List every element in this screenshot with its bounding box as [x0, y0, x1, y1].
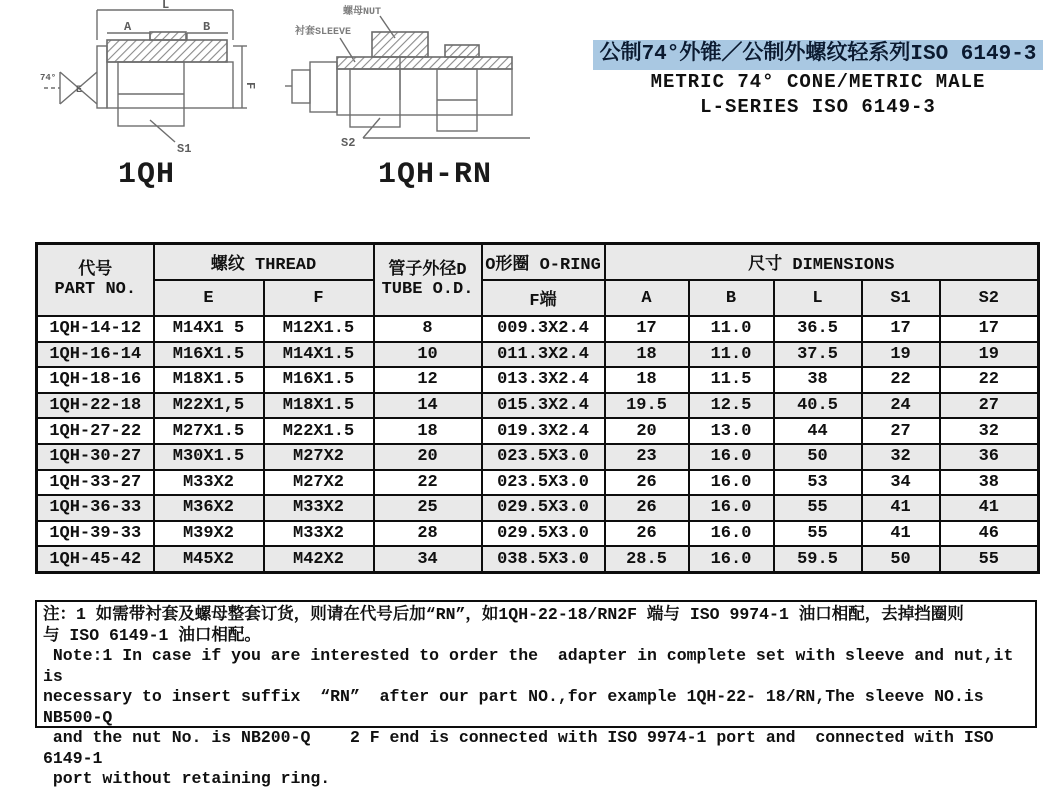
col-header-tube-en: TUBE O.D. [381, 280, 474, 299]
cell-tube-od: 22 [374, 470, 482, 496]
angle-label-74: 74° [40, 73, 57, 83]
cell-tube-od: 14 [374, 393, 482, 419]
cell-s2: 38 [940, 470, 1039, 496]
cell-s1: 34 [862, 470, 940, 496]
page-title-english-1: METRIC 74° CONE/METRIC MALE [650, 71, 986, 93]
col-header-part-no [37, 244, 154, 317]
cell-b: 16.0 [689, 546, 774, 572]
cell-oring: 029.5X3.0 [482, 495, 605, 521]
cell-tube-od: 18 [374, 418, 482, 444]
cell-l: 44 [774, 418, 862, 444]
cell-l: 59.5 [774, 546, 862, 572]
dim-label-F: F [243, 82, 257, 90]
cell-thread-e: M27X1.5 [154, 418, 264, 444]
cell-b: 12.5 [689, 393, 774, 419]
col-header-s2: S2 [940, 280, 1039, 316]
table-row [37, 470, 1039, 496]
cell-tube-od: 25 [374, 495, 482, 521]
notes-box [35, 600, 1037, 788]
col-header-b: B [689, 280, 774, 316]
cell-part-no: 1QH-33-27 [37, 470, 154, 496]
cell-s2: 55 [940, 546, 1039, 572]
cell-l: 38 [774, 367, 862, 393]
cell-a: 20 [605, 418, 689, 444]
cell-s1: 22 [862, 367, 940, 393]
cell-l: 55 [774, 495, 862, 521]
page-title-chinese: 公制74°外锥／公制外螺纹轻系列ISO 6149-3 [593, 40, 1043, 70]
cell-a: 17 [605, 316, 689, 342]
figure-1qh-drawing [40, 0, 290, 155]
cell-part-no: 1QH-14-12 [37, 316, 154, 342]
cell-s2: 27 [940, 393, 1039, 419]
cell-s2: 22 [940, 367, 1039, 393]
col-header-e: E [154, 280, 264, 316]
cell-part-no: 1QH-27-22 [37, 418, 154, 444]
cell-thread-e: M33X2 [154, 470, 264, 496]
cell-s1: 41 [862, 495, 940, 521]
cell-a: 23 [605, 444, 689, 470]
figure-1qh-rn-drawing [285, 0, 540, 155]
cell-tube-od: 10 [374, 342, 482, 368]
dim-label-L: L [162, 0, 170, 12]
dim-label-S2: S2 [341, 136, 356, 150]
cell-s1: 41 [862, 521, 940, 547]
note-line-en-4: port without retaining ring. [43, 769, 331, 788]
cell-s2: 19 [940, 342, 1039, 368]
table-row [37, 367, 1039, 393]
cell-l: 53 [774, 470, 862, 496]
cell-thread-f: M18X1.5 [264, 393, 374, 419]
cell-thread-f: M14X1.5 [264, 342, 374, 368]
cell-thread-f: M22X1.5 [264, 418, 374, 444]
sleeve-label: 衬套SLEEVE [295, 27, 352, 38]
col-header-part-cn: 代号 [78, 261, 113, 280]
cell-thread-e: M16X1.5 [154, 342, 264, 368]
spec-table [35, 242, 1040, 574]
note-line-en-2: necessary to insert suffix “RN” after our part NO.,for example 1QH-22- 18/RN,The sleeve NO.is NB500-Q [43, 687, 994, 727]
table-row [37, 521, 1039, 547]
page-title-english-2: L-SERIES ISO 6149-3 [700, 96, 936, 118]
cell-a: 26 [605, 470, 689, 496]
cell-thread-f: M12X1.5 [264, 316, 374, 342]
cell-s2: 41 [940, 495, 1039, 521]
table-row [37, 342, 1039, 368]
cell-oring: 038.5X3.0 [482, 546, 605, 572]
cell-part-no: 1QH-30-27 [37, 444, 154, 470]
cell-thread-f: M27X2 [264, 444, 374, 470]
cell-oring: 023.5X3.0 [482, 470, 605, 496]
col-header-tube-cn: 管子外径D [388, 261, 467, 280]
table-row [37, 546, 1039, 572]
cell-thread-f: M42X2 [264, 546, 374, 572]
cell-a: 18 [605, 342, 689, 368]
dim-label-E: E [76, 85, 83, 96]
cell-oring: 023.5X3.0 [482, 444, 605, 470]
cell-tube-od: 8 [374, 316, 482, 342]
cell-oring: 015.3X2.4 [482, 393, 605, 419]
cell-b: 16.0 [689, 521, 774, 547]
col-header-dimensions: 尺寸 DIMENSIONS [605, 244, 1039, 281]
cell-l: 40.5 [774, 393, 862, 419]
cell-b: 16.0 [689, 495, 774, 521]
dim-label-A: A [124, 20, 132, 34]
cell-a: 28.5 [605, 546, 689, 572]
nut-label: 螺母NUT [343, 7, 382, 18]
table-row [37, 316, 1039, 342]
cell-b: 11.5 [689, 367, 774, 393]
note-line-cn-2: 与 ISO 6149-1 油口相配。 [43, 625, 261, 645]
cell-thread-e: M39X2 [154, 521, 264, 547]
table-row [37, 444, 1039, 470]
figure-label-1qh-rn: 1QH-RN [378, 158, 493, 192]
note-line-en-3: and the nut No. is NB200-Q 2 F end is connected with ISO 9974-1 port and connected with ISO 6149-1 [43, 728, 1004, 768]
cell-oring: 009.3X2.4 [482, 316, 605, 342]
figure-label-1qh: 1QH [118, 158, 176, 192]
cell-thread-f: M33X2 [264, 495, 374, 521]
table-row [37, 495, 1039, 521]
cell-l: 37.5 [774, 342, 862, 368]
col-header-f-end: F端 [482, 280, 605, 316]
cell-a: 18 [605, 367, 689, 393]
cell-a: 19.5 [605, 393, 689, 419]
cell-s1: 50 [862, 546, 940, 572]
cell-b: 11.0 [689, 342, 774, 368]
table-row [37, 393, 1039, 419]
cell-part-no: 1QH-18-16 [37, 367, 154, 393]
cell-tube-od: 20 [374, 444, 482, 470]
title-block [593, 40, 1043, 120]
col-header-part-en: PART NO. [54, 280, 137, 299]
cell-l: 50 [774, 444, 862, 470]
cell-s2: 46 [940, 521, 1039, 547]
cell-thread-f: M27X2 [264, 470, 374, 496]
cell-s1: 24 [862, 393, 940, 419]
cell-thread-f: M16X1.5 [264, 367, 374, 393]
cell-s2: 17 [940, 316, 1039, 342]
note-line-cn-1: 注：1 如需带衬套及螺母整套订货，则请在代号后加“RN”，如1QH-22-18/RN2F 端与 ISO 9974-1 油口相配，去掉挡圈则 [43, 605, 964, 624]
cell-thread-e: M22X1,5 [154, 393, 264, 419]
col-header-f: F [264, 280, 374, 316]
cell-b: 16.0 [689, 444, 774, 470]
cell-part-no: 1QH-39-33 [37, 521, 154, 547]
col-header-a: A [605, 280, 689, 316]
cell-oring: 019.3X2.4 [482, 418, 605, 444]
cell-thread-e: M45X2 [154, 546, 264, 572]
col-header-s1: S1 [862, 280, 940, 316]
cell-part-no: 1QH-45-42 [37, 546, 154, 572]
cell-thread-e: M18X1.5 [154, 367, 264, 393]
cell-tube-od: 12 [374, 367, 482, 393]
cell-s2: 36 [940, 444, 1039, 470]
note-line-en-1: Note:1 In case if you are interested to order the adapter in complete set with sleeve and nut,it is [43, 646, 1024, 686]
cell-part-no: 1QH-22-18 [37, 393, 154, 419]
col-header-tube-od [374, 244, 482, 317]
cell-a: 26 [605, 521, 689, 547]
cell-tube-od: 28 [374, 521, 482, 547]
dim-label-S1: S1 [177, 142, 192, 156]
col-header-oring: O形圈 O-RING [482, 244, 605, 281]
cell-oring: 029.5X3.0 [482, 521, 605, 547]
col-header-thread: 螺纹 THREAD [154, 244, 374, 281]
cell-tube-od: 34 [374, 546, 482, 572]
dim-label-B: B [203, 20, 211, 34]
cell-a: 26 [605, 495, 689, 521]
table-row [37, 418, 1039, 444]
cell-oring: 011.3X2.4 [482, 342, 605, 368]
cell-b: 16.0 [689, 470, 774, 496]
cell-part-no: 1QH-16-14 [37, 342, 154, 368]
cell-part-no: 1QH-36-33 [37, 495, 154, 521]
cell-l: 36.5 [774, 316, 862, 342]
cell-s1: 19 [862, 342, 940, 368]
cell-s1: 32 [862, 444, 940, 470]
cell-thread-e: M36X2 [154, 495, 264, 521]
cell-b: 13.0 [689, 418, 774, 444]
cell-s1: 17 [862, 316, 940, 342]
cell-thread-e: M14X1 5 [154, 316, 264, 342]
cell-oring: 013.3X2.4 [482, 367, 605, 393]
cell-s1: 27 [862, 418, 940, 444]
cell-b: 11.0 [689, 316, 774, 342]
col-header-l: L [774, 280, 862, 316]
cell-thread-e: M30X1.5 [154, 444, 264, 470]
cell-l: 55 [774, 521, 862, 547]
cell-thread-f: M33X2 [264, 521, 374, 547]
cell-s2: 32 [940, 418, 1039, 444]
